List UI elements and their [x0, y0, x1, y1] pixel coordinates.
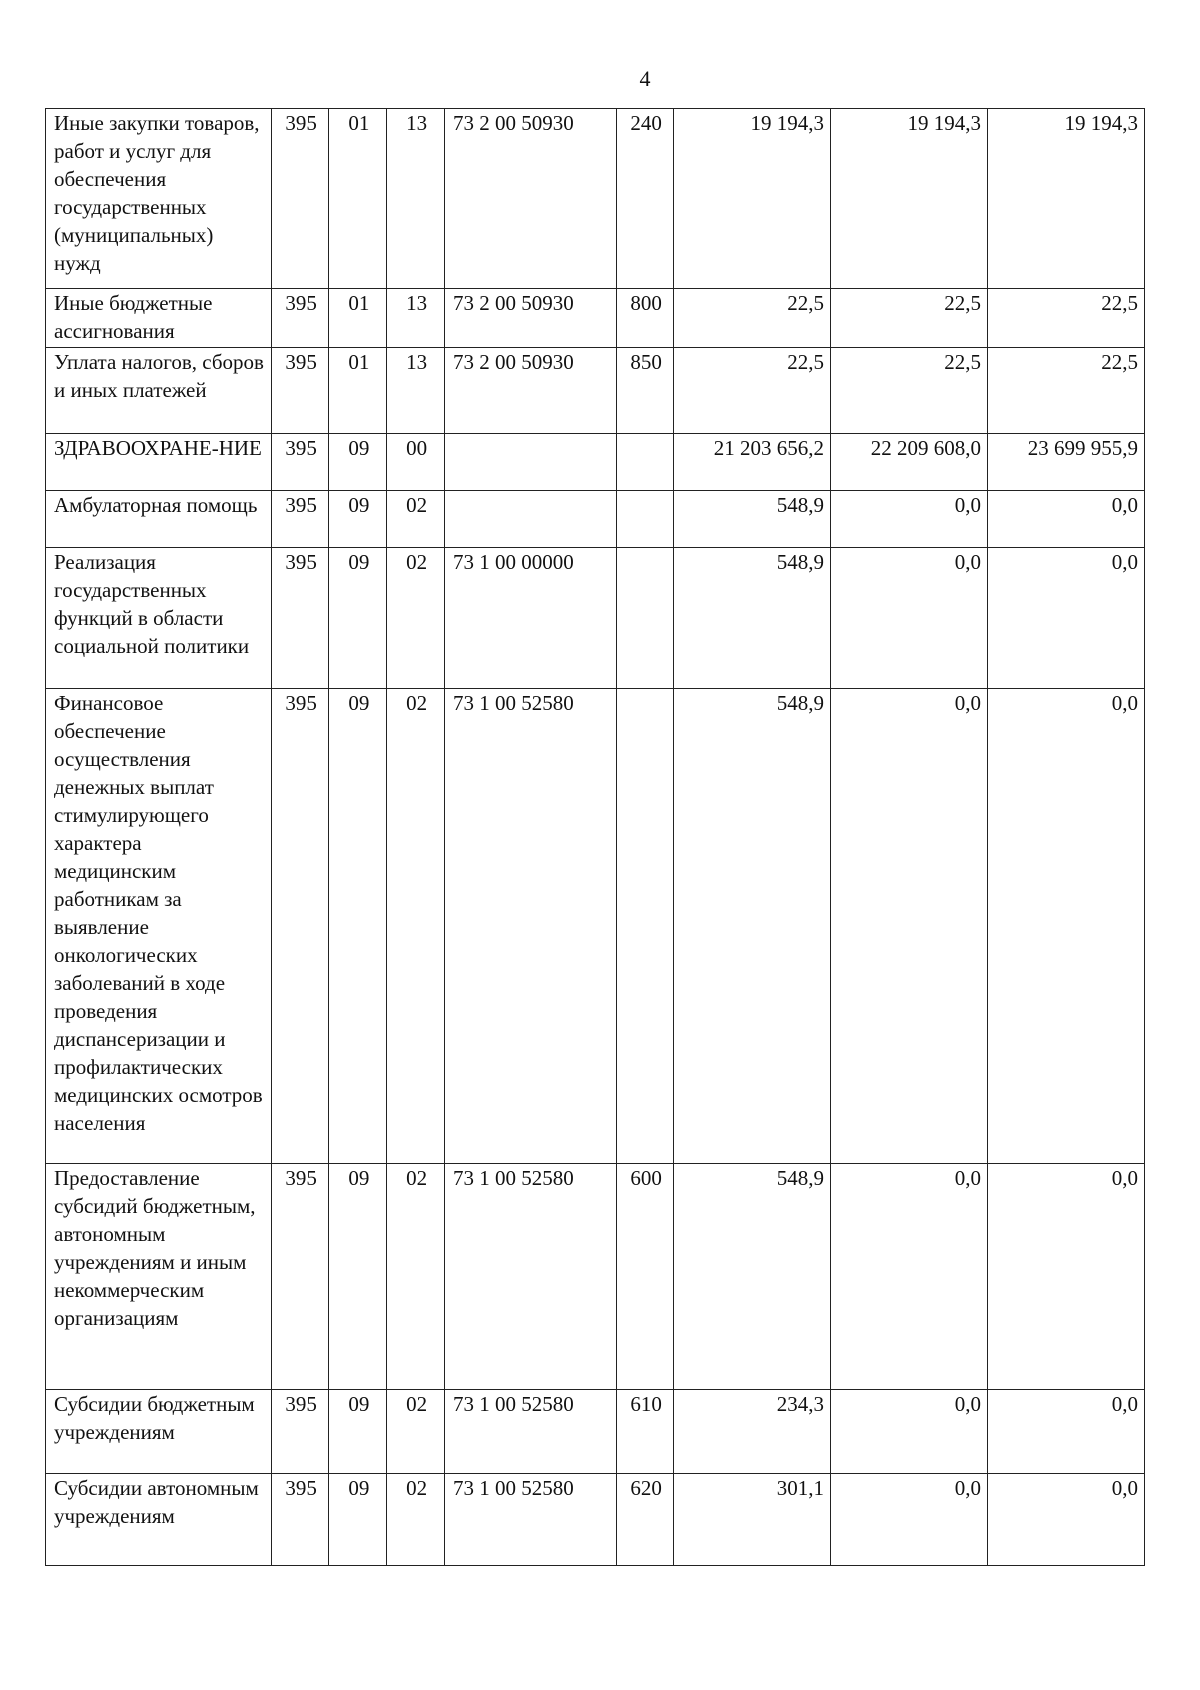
row-name: Субсидии автономным учреждениям	[46, 1474, 272, 1566]
amount-year-2: 0,0	[830, 1390, 987, 1474]
grbs-code: 395	[271, 1164, 329, 1390]
expense-type-code: 850	[617, 348, 674, 434]
row-name: Реализация государственных функций в области социальной политики	[46, 548, 272, 689]
table-row	[46, 109, 1145, 289]
amount-year-1: 22,5	[673, 289, 830, 348]
target-article-code	[445, 434, 617, 491]
section-code: 09	[329, 1164, 387, 1390]
subsection-code: 13	[387, 289, 445, 348]
row-name: Финансовое обеспечение осуществления денежных выплат стимулирующего характера медицинским работникам за выявление онкологических заболеваний в ходе проведения диспансеризации и профилактических медицинских осмотров населения	[46, 689, 272, 1164]
expense-type-code	[617, 434, 674, 491]
amount-year-2: 19 194,3	[830, 109, 987, 289]
amount-year-3: 19 194,3	[987, 109, 1144, 289]
table-row	[46, 1390, 1145, 1474]
section-code: 09	[329, 491, 387, 548]
table-row	[46, 548, 1145, 689]
amount-year-3: 23 699 955,9	[987, 434, 1144, 491]
amount-year-3: 0,0	[987, 548, 1144, 689]
target-article-code: 73 2 00 50930	[445, 348, 617, 434]
target-article-code	[445, 491, 617, 548]
subsection-code: 02	[387, 689, 445, 1164]
section-code: 01	[329, 348, 387, 434]
target-article-code: 73 2 00 50930	[445, 109, 617, 289]
subsection-code: 00	[387, 434, 445, 491]
expense-type-code: 610	[617, 1390, 674, 1474]
amount-year-2: 0,0	[830, 689, 987, 1164]
section-code: 09	[329, 548, 387, 689]
table-row	[46, 689, 1145, 1164]
amount-year-3: 0,0	[987, 1474, 1144, 1566]
table-row	[46, 434, 1145, 491]
page-number: 4	[639, 66, 651, 91]
amount-year-3: 0,0	[987, 1164, 1144, 1390]
grbs-code: 395	[271, 689, 329, 1164]
subsection-code: 02	[387, 1474, 445, 1566]
expense-type-code: 800	[617, 289, 674, 348]
section-code: 01	[329, 289, 387, 348]
row-name: Субсидии бюджетным учреждениям	[46, 1390, 272, 1474]
subsection-code: 02	[387, 1390, 445, 1474]
row-name: Иные бюджетные ассигнования	[46, 289, 272, 348]
amount-year-2: 0,0	[830, 1164, 987, 1390]
amount-year-1: 234,3	[673, 1390, 830, 1474]
budget-table	[45, 108, 1145, 1566]
amount-year-1: 22,5	[673, 348, 830, 434]
target-article-code: 73 1 00 52580	[445, 1474, 617, 1566]
section-code: 09	[329, 1474, 387, 1566]
amount-year-1: 548,9	[673, 548, 830, 689]
target-article-code: 73 1 00 52580	[445, 1390, 617, 1474]
amount-year-3: 0,0	[987, 1390, 1144, 1474]
section-code: 09	[329, 689, 387, 1164]
table-row	[46, 289, 1145, 348]
expense-type-code	[617, 491, 674, 548]
amount-year-3: 22,5	[987, 289, 1144, 348]
grbs-code: 395	[271, 1390, 329, 1474]
target-article-code: 73 1 00 52580	[445, 1164, 617, 1390]
expense-type-code	[617, 689, 674, 1164]
row-name: Уплата налогов, сборов и иных платежей	[46, 348, 272, 434]
grbs-code: 395	[271, 434, 329, 491]
grbs-code: 395	[271, 491, 329, 548]
amount-year-1: 548,9	[673, 689, 830, 1164]
amount-year-1: 548,9	[673, 491, 830, 548]
section-code: 01	[329, 109, 387, 289]
amount-year-3: 0,0	[987, 689, 1144, 1164]
amount-year-2: 22,5	[830, 289, 987, 348]
subsection-code: 13	[387, 109, 445, 289]
amount-year-2: 0,0	[830, 548, 987, 689]
row-name: Амбулаторная помощь	[46, 491, 272, 548]
amount-year-3: 0,0	[987, 491, 1144, 548]
section-code: 09	[329, 434, 387, 491]
grbs-code: 395	[271, 348, 329, 434]
grbs-code: 395	[271, 109, 329, 289]
amount-year-1: 548,9	[673, 1164, 830, 1390]
amount-year-1: 19 194,3	[673, 109, 830, 289]
amount-year-1: 21 203 656,2	[673, 434, 830, 491]
subsection-code: 13	[387, 348, 445, 434]
grbs-code: 395	[271, 1474, 329, 1566]
grbs-code: 395	[271, 548, 329, 689]
table-row	[46, 1474, 1145, 1566]
row-name: ЗДРАВООХРАНЕ-НИЕ	[46, 434, 272, 491]
subsection-code: 02	[387, 491, 445, 548]
expense-type-code: 620	[617, 1474, 674, 1566]
expense-type-code: 240	[617, 109, 674, 289]
section-code: 09	[329, 1390, 387, 1474]
amount-year-1: 301,1	[673, 1474, 830, 1566]
expense-type-code: 600	[617, 1164, 674, 1390]
subsection-code: 02	[387, 548, 445, 689]
table-row	[46, 1164, 1145, 1390]
amount-year-2: 0,0	[830, 491, 987, 548]
row-name: Предоставление субсидий бюджетным, автономным учреждениям и иным некоммерческим организациям	[46, 1164, 272, 1390]
grbs-code: 395	[271, 289, 329, 348]
amount-year-3: 22,5	[987, 348, 1144, 434]
row-name: Иные закупки товаров, работ и услуг для обеспечения государственных (муниципальных) нужд	[46, 109, 272, 289]
table-row	[46, 348, 1145, 434]
target-article-code: 73 1 00 00000	[445, 548, 617, 689]
target-article-code: 73 2 00 50930	[445, 289, 617, 348]
expense-type-code	[617, 548, 674, 689]
target-article-code: 73 1 00 52580	[445, 689, 617, 1164]
amount-year-2: 0,0	[830, 1474, 987, 1566]
subsection-code: 02	[387, 1164, 445, 1390]
table-row	[46, 491, 1145, 548]
amount-year-2: 22,5	[830, 348, 987, 434]
amount-year-2: 22 209 608,0	[830, 434, 987, 491]
